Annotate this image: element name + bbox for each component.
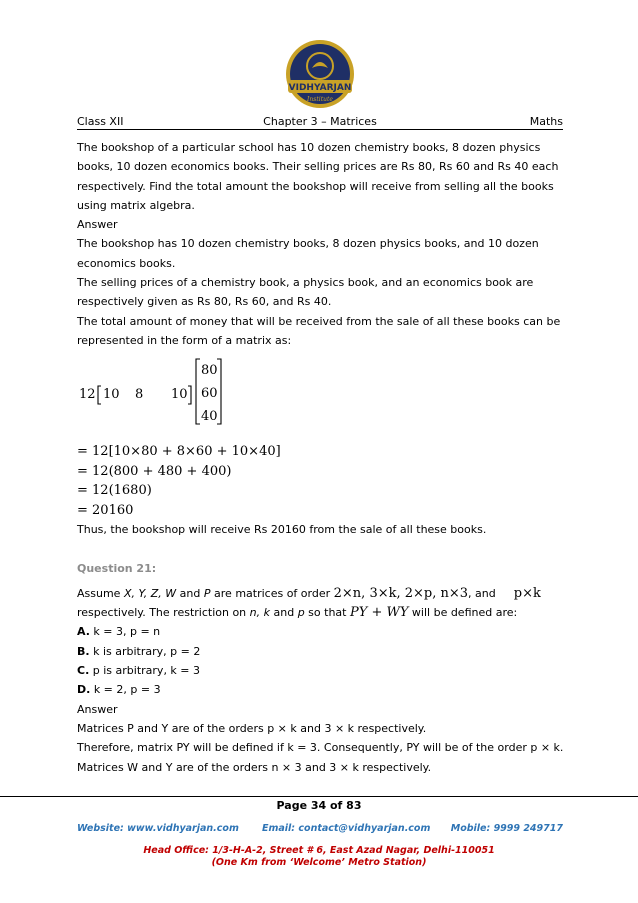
calc-line: = 20160 [77,502,134,518]
q-orders: 2×n, 3×k, 2×p, n×3 [333,585,469,601]
header-subject: Maths [529,115,563,128]
question-line-1 [77,584,567,603]
logo-text: VIDHYARJAN [288,83,352,93]
answer-body [77,234,567,350]
q-vars: X, Y, Z, W [123,586,177,600]
calc-line: = 12[10×80 + 8×60 + 10×40] [77,444,281,460]
head-office-address [0,845,638,869]
q-order: p×k [513,585,541,601]
q-vars: n, k [249,606,270,620]
q-text: are matrices of order [210,586,334,600]
row-entry: 8 [135,387,144,403]
option-label: D. [77,683,91,697]
answer-line: represented in the form of a matrix as: [77,333,292,347]
page-content [77,138,567,777]
row-entry: 10 [171,387,188,403]
page-header [77,115,563,130]
header-chapter: Chapter 3 – Matrices [263,115,377,128]
question-21 [77,584,567,777]
page-number: Page 34 of 83 [276,799,362,812]
q-text: will be defined are: [408,606,518,620]
problem-statement [77,138,567,215]
email-link[interactable]: Email: contact@vidhyarjan.com [262,823,431,834]
q-text: , and [468,586,496,600]
logo-subtext: Institute [307,96,333,103]
matrix-expression [77,356,567,426]
column-entry: 40 [201,409,218,425]
q-expression: PY + WY [349,605,409,621]
contact-bar [77,823,563,837]
column-entry: 60 [201,386,218,402]
calc-line: = 12(1680) [77,483,152,499]
option-d [77,680,567,699]
problem-line: books, 10 dozen economics books. Their selling prices are Rs 80, Rs 60 and Rs 40 each [77,160,559,174]
answer-label: Answer [77,702,118,716]
option-text: k = 2, p = 3 [93,683,161,697]
problem-line: The bookshop of a particular school has 10 dozen chemistry books, 8 dozen physics [77,141,541,154]
problem-line: using matrix algebra. [77,198,195,212]
answer-line: The total amount of money that will be received from the sale of all these books can be [77,314,561,328]
q-text: and [176,586,204,600]
problem-line: respectively. Find the total amount the bookshop will receive from selling all the books [77,179,554,193]
calc-line: = 12(800 + 480 + 400) [77,463,232,479]
answer-line: Matrices W and Y are of the orders n × 3 and 3 × k respectively. [77,760,432,774]
option-label: A. [77,625,90,639]
option-b [77,642,567,661]
answer-line: economics books. [77,256,176,270]
q-text: Assume [77,586,124,600]
q-var: p [297,606,305,620]
option-text: k = 3, p = n [93,625,161,639]
q-text: so that [304,606,350,620]
answer-line: The bookshop has 10 dozen chemistry books, 8 dozen physics books, and 10 dozen [77,237,539,251]
option-a [77,622,567,641]
column-entry: 80 [201,363,218,379]
option-label: B. [77,644,90,658]
answer-line: Matrices P and Y are of the orders p × k and 3 × k respectively. [77,721,427,735]
conclusion: Thus, the bookshop will receive Rs 20160 from the sale of all these books. [77,523,487,537]
mobile-number: Mobile: 9999 249717 [450,823,563,834]
calculation-steps [77,442,567,520]
header-class: Class XII [77,115,124,128]
website-link[interactable]: Website: www.vidhyarjan.com [77,823,239,834]
office-line: (One Km from ‘Welcome’ Metro Station) [211,857,427,868]
row-entry: 10 [103,387,120,403]
option-label: C. [77,664,90,678]
answer-line: The selling prices of a chemistry book, a physics book, and an economics book are [77,276,534,290]
institute-logo [282,38,358,114]
option-c [77,661,567,680]
q-var: P [203,586,211,600]
matrix-scalar: 12 [79,387,96,403]
answer-label: Answer [77,218,118,232]
answer-line: respectively given as Rs 80, Rs 60, and Rs 40. [77,295,332,309]
option-text: p is arbitrary, k = 3 [92,664,201,678]
footer-divider [0,796,638,797]
matrix-svg [77,356,237,426]
answer-line: Therefore, matrix PY will be defined if k = 3. Consequently, PY will be of the order p × k. [77,741,564,755]
office-line: Head Office: 1/3-H-A-2, Street # 6, East Azad Nagar, Delhi-110051 [143,845,495,856]
question-heading: Question 21: [77,561,157,575]
q-text: and [270,606,298,620]
question-line-2 [77,603,567,622]
q-text: respectively. The restriction on [77,606,250,620]
option-text: k is arbitrary, p = 2 [93,644,201,658]
